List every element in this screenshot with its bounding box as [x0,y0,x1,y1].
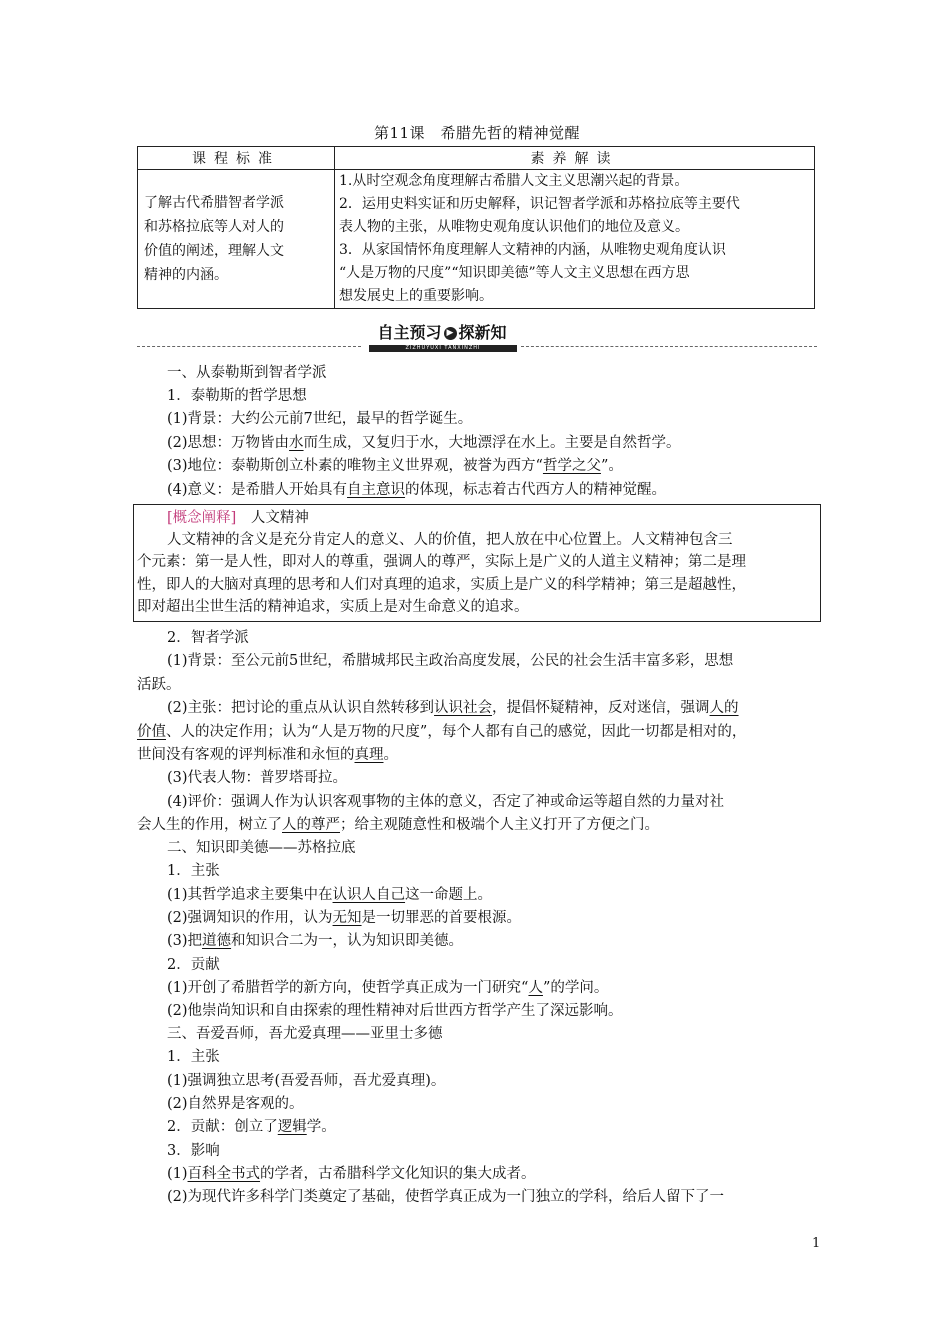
section-heading: 三、吾爱吾师，吾尤爱真理——亚里士多德 [167,1026,443,1042]
paragraph: (4)评价：强调人作为认识客观事物的主体的意义，否定了神或命运等超自然的力量对社 [167,794,725,810]
paragraph: (1)其哲学追求主要集中在认识人自己这一命题上。 [167,887,493,903]
paragraph: (1)背景：大约公元前7世纪，最早的哲学诞生。 [167,411,473,427]
concept-label: [概念阐释] [167,510,237,526]
banner-right-text: 探新知 [458,323,507,342]
banner-pinyin: ZIZHUYUXI TANXINZHI [369,345,517,352]
key-term: 哲学之父 [542,458,601,474]
header-literacy-interpretation: 素养解读 [335,147,815,170]
concept-line: 即对超出尘世生活的精神追求，实质上是对生命意义的追求。 [137,599,529,615]
concept-term: 人文精神 [250,510,309,526]
paragraph: (2)思想：万物皆由水而生成，又复归于水，大地漂浮在水上。主要是自然哲学。 [167,435,681,451]
arrow-right-icon: ▶ [444,327,457,340]
key-term: 认识人自己 [332,887,406,903]
key-term: 人 [528,980,543,996]
banner-left-text: 自主预习 [377,323,442,342]
paragraph: 2．贡献：创立了逻辑学。 [167,1119,336,1135]
key-term: 无知 [332,910,362,926]
paragraph: 会人生的作用，树立了人的尊严；给主观随意性和极端个人主义打开了方便之门。 [137,817,659,833]
paragraph: (1)强调独立思考(吾爱吾师，吾尤爱真理)。 [167,1073,446,1089]
paragraph: (2)为现代许多科学门类奠定了基础，使哲学真正成为一门独立的学科，给后人留下了一 [167,1189,725,1205]
banner-divider-right [521,346,817,347]
standard-line: 价值的阐述，理解人文 [144,243,284,259]
key-term: 人的尊严 [282,817,340,833]
standard-cell [138,170,335,309]
key-term: 百科全书式 [187,1166,261,1182]
standard-line: 了解古代希腊智者学派 [144,195,284,211]
key-term: 人的 [709,700,739,716]
concept-line: 性，即人的大脑对真理的思考和人们对真理的追求，实质上是广义的科学精神；第三是超越性， [137,577,746,593]
concept-line: 个元素：第一是人性，即对人的尊重，强调人的尊严，实际上是广义的人道主义精神；第二是理 [137,554,746,570]
paragraph: (3)地位：泰勒斯创立朴素的唯物主义世界观，被誉为西方“哲学之父”。 [167,458,623,474]
subheading: 2．贡献 [167,957,220,973]
subheading: 1．主张 [167,1049,220,1065]
concept-box [133,504,821,622]
concept-line: 人文精神的含义是充分肯定人的意义、人的价值，把人放在中心位置上。人文精神包含三 [167,532,733,548]
paragraph: (1)背景：至公元前5世纪，希腊城邦民主政治高度发展，公民的社会生活丰富多彩，思想 [167,653,734,669]
paragraph: (2)强调知识的作用，认为无知是一切罪恶的首要根源。 [167,910,522,926]
section-banner [137,322,817,352]
section-heading: 二、知识即美德——苏格拉底 [167,840,356,856]
paragraph: (3)代表人物：普罗塔哥拉。 [167,770,348,786]
subheading: 2．智者学派 [167,630,249,646]
paragraph: (1)开创了希腊哲学的新方向，使哲学真正成为一门研究“人”的学问。 [167,980,609,996]
key-term: 真理 [354,747,384,763]
interpretation-line: “人是万物的尺度”“知识即美德”等人文主义思想在西方思 [339,265,690,281]
header-curriculum-standard: 课程标准 [138,147,335,170]
paragraph: (4)意义：是希腊人开始具有自主意识的体现，标志着古代西方人的精神觉醒。 [167,482,667,498]
paragraph: (1)百科全书式的学者，古希腊科学文化知识的集大成者。 [167,1166,536,1182]
key-term: 道德 [202,933,232,949]
key-term: 认识社会 [434,700,493,716]
paragraph: 活跃。 [137,677,181,693]
section-heading: 一、从泰勒斯到智者学派 [167,365,327,381]
subheading: 1．泰勒斯的哲学思想 [167,388,307,404]
subheading: 3．影响 [167,1143,220,1159]
paragraph: 世间没有客观的评判标准和永恒的真理。 [137,747,398,763]
interpretation-line: 表人物的主张，从唯物史观角度认识他们的地位及意义。 [339,219,689,235]
subheading: 1．主张 [167,863,220,879]
interpretation-line: 想发展史上的重要影响。 [339,288,493,304]
standard-line: 和苏格拉底等人对人的 [144,219,284,235]
banner-title [363,322,521,344]
paragraph: (2)主张：把讨论的重点从认识自然转移到认识社会，提倡怀疑精神，反对迷信，强调人的 [167,700,739,716]
lesson-title: 第11课 希腊先哲的精神觉醒 [373,124,581,142]
key-term: 水 [289,435,304,451]
interpretation-line: 2．运用史料实证和历史解释，识记智者学派和苏格拉底等主要代 [339,196,740,212]
concept-title [137,507,847,530]
paragraph: (2)他崇尚知识和自由探索的理性精神对后世西方哲学产生了深远影响。 [167,1003,623,1019]
paragraph: (3)把道德和知识合二为一，认为知识即美德。 [167,933,464,949]
key-term: 价值 [137,724,166,740]
interpretation-line: 1.从时空观念角度理解古希腊人文主义思潮兴起的背景。 [339,173,689,189]
banner-divider-left [137,346,361,347]
key-term: 逻辑 [277,1119,307,1135]
standard-line: 精神的内涵。 [144,267,228,283]
paragraph: 价值、人的决定作用；认为“人是万物的尺度”，每个人都有自己的感觉，因此一切都是相对的， [137,724,747,740]
key-term: 自主意识 [347,482,406,498]
interpretation-line: 3．从家国情怀角度理解人文精神的内涵，从唯物史观角度认识 [339,242,726,258]
paragraph: (2)自然界是客观的。 [167,1096,304,1112]
curriculum-table [137,146,815,309]
interpretation-cell [335,170,815,309]
page-number: 1 [812,1236,821,1251]
